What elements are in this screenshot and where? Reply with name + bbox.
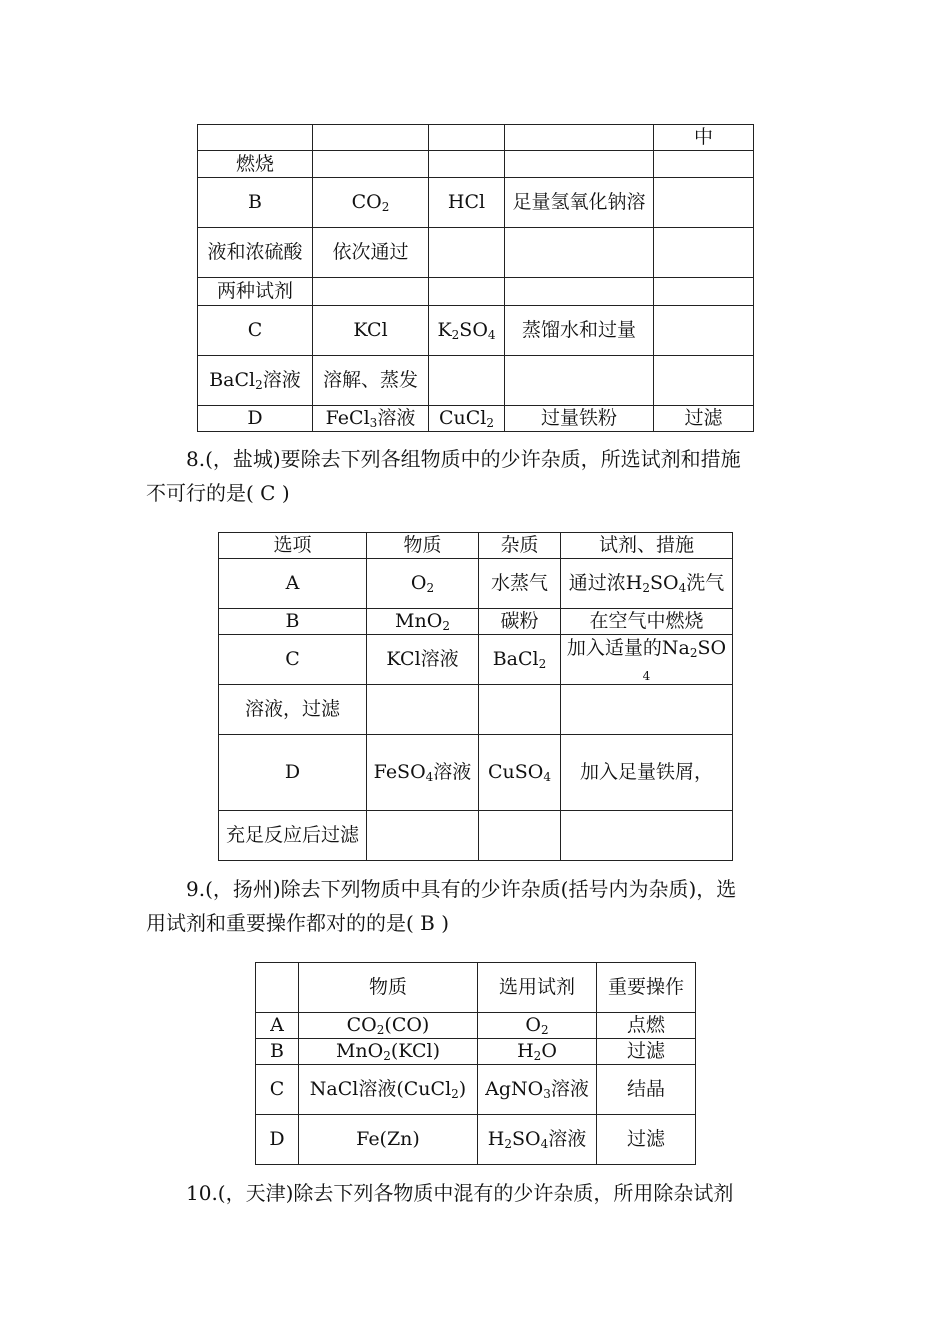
table-cell: 重要操作 (597, 963, 696, 1013)
table-row (198, 125, 754, 151)
table-cell: MnO$_2$(KCl) (299, 1039, 478, 1065)
table-cell: 燃烧 (198, 151, 313, 178)
table-cell: D (198, 406, 313, 432)
table-cell: KCl溶液 (367, 635, 479, 685)
question-10-line-1: 10.(，天津)除去下列各物质中混有的少许杂质，所用除杂试剂 (186, 1181, 734, 1205)
table-cell (429, 278, 505, 306)
table-row (219, 559, 733, 609)
table-row (198, 228, 754, 278)
question-9 (146, 872, 811, 940)
table-row (198, 151, 754, 178)
table-cell: 水蒸气 (479, 559, 561, 609)
table-cell: $O_2$ (478, 1013, 597, 1039)
table-cell: $CO_2(CO)$ (299, 1013, 478, 1039)
purification-table-continued (197, 124, 754, 432)
table-cell (561, 685, 733, 735)
table-row (219, 635, 733, 685)
table-cell: NaCl溶液(CuCl$_2$) (299, 1065, 478, 1115)
table-cell (429, 151, 505, 178)
table-row (198, 178, 754, 228)
table-cell (654, 178, 754, 228)
table-cell: Fe(Zn) (299, 1115, 478, 1165)
question-8-line-2: 不可行的是( C ) (146, 481, 290, 505)
table-cell (429, 356, 505, 406)
table-cell: 液和浓硫酸 (198, 228, 313, 278)
table-cell: A (219, 559, 367, 609)
table-cell: AgNO$_3$溶液 (478, 1065, 597, 1115)
table-cell (429, 125, 505, 151)
table-cell (256, 963, 299, 1013)
table-cell: B (256, 1039, 299, 1065)
question-8 (146, 442, 811, 510)
table-cell: 加入足量铁屑， (561, 735, 733, 811)
table-cell: HCl (429, 178, 505, 228)
table-cell: D (256, 1115, 299, 1165)
table-cell: C (256, 1065, 299, 1115)
table-cell (367, 685, 479, 735)
table-row (219, 533, 733, 559)
table-cell: 点燃 (597, 1013, 696, 1039)
table-cell: $O_2$ (367, 559, 479, 609)
table-cell: CuCl$_2$ (429, 406, 505, 432)
table-row (256, 963, 696, 1013)
table-cell: 过滤 (654, 406, 754, 432)
question-10 (146, 1176, 811, 1210)
table-cell: 蒸馏水和过量 (505, 306, 654, 356)
table-cell: B (219, 609, 367, 635)
table-row (219, 685, 733, 735)
table-row (256, 1013, 696, 1039)
table-cell: 结晶 (597, 1065, 696, 1115)
table-body (219, 533, 733, 861)
table-cell: MnO$_2$ (367, 609, 479, 635)
table-row (198, 278, 754, 306)
table-cell (654, 356, 754, 406)
table-cell: 通过浓$H_2SO_4$洗气 (561, 559, 733, 609)
table-row (219, 609, 733, 635)
table-cell: 选项 (219, 533, 367, 559)
table-cell: B (198, 178, 313, 228)
table-cell: 依次通过 (313, 228, 429, 278)
table-cell: CuSO$_4$ (479, 735, 561, 811)
table-cell: BaCl$_2$溶液 (198, 356, 313, 406)
table-cell: $H_2O$ (478, 1039, 597, 1065)
table-cell: D (219, 735, 367, 811)
table-cell (367, 811, 479, 861)
table-cell: 中 (654, 125, 754, 151)
table-row (256, 1115, 696, 1165)
table-cell (313, 151, 429, 178)
table-cell (505, 356, 654, 406)
table-cell: $H_2SO_4$溶液 (478, 1115, 597, 1165)
table-cell: 在空气中燃烧 (561, 609, 733, 635)
table-cell (505, 151, 654, 178)
table-cell: 物质 (367, 533, 479, 559)
table-cell (654, 228, 754, 278)
table-cell: A (256, 1013, 299, 1039)
table-body (198, 125, 754, 432)
table-cell: $CO_2$ (313, 178, 429, 228)
table-row (198, 356, 754, 406)
table-cell: 过滤 (597, 1115, 696, 1165)
table-cell (479, 685, 561, 735)
table-cell: FeCl$_3$溶液 (313, 406, 429, 432)
table-cell: 物质 (299, 963, 478, 1013)
table-cell: 溶液，过滤 (219, 685, 367, 735)
question-9-line-2: 用试剂和重要操作都对的的是( B ) (146, 911, 450, 935)
table-cell: C (219, 635, 367, 685)
table-cell (505, 228, 654, 278)
table-cell: 两种试剂 (198, 278, 313, 306)
table-cell (313, 125, 429, 151)
table-cell (313, 278, 429, 306)
table-row (198, 306, 754, 356)
question-8-line-1: 8.(，盐城)要除去下列各组物质中的少许杂质，所选试剂和措施 (186, 447, 741, 471)
table-cell: 杂质 (479, 533, 561, 559)
table-cell: 试剂、措施 (561, 533, 733, 559)
table-cell: 选用试剂 (478, 963, 597, 1013)
table-cell (654, 151, 754, 178)
table-cell: 溶解、蒸发 (313, 356, 429, 406)
table-cell (561, 811, 733, 861)
table-body (256, 963, 696, 1165)
table-cell (479, 811, 561, 861)
table-cell: 加入适量的$Na_2SO_4$ (561, 635, 733, 685)
table-cell: C (198, 306, 313, 356)
table-cell: 过量铁粉 (505, 406, 654, 432)
question-9-line-1: 9.(，扬州)除去下列物质中具有的少许杂质(括号内为杂质)，选 (186, 877, 737, 901)
table-row (219, 811, 733, 861)
table-cell: 足量氢氧化钠溶 (505, 178, 654, 228)
table-row (256, 1065, 696, 1115)
table-cell: BaCl$_2$ (479, 635, 561, 685)
table-cell: KCl (313, 306, 429, 356)
table-row (219, 735, 733, 811)
question-8-table (218, 532, 733, 861)
table-cell (505, 125, 654, 151)
table-cell: $K_2SO_4$ (429, 306, 505, 356)
table-cell: 碳粉 (479, 609, 561, 635)
table-row (198, 406, 754, 432)
table-cell: 充足反应后过滤 (219, 811, 367, 861)
table-cell: FeSO$_4$溶液 (367, 735, 479, 811)
table-cell (654, 306, 754, 356)
table-cell (654, 278, 754, 306)
table-cell (505, 278, 654, 306)
table-row (256, 1039, 696, 1065)
question-9-table (255, 962, 696, 1165)
table-cell (429, 228, 505, 278)
table-cell: 过滤 (597, 1039, 696, 1065)
table-cell (198, 125, 313, 151)
